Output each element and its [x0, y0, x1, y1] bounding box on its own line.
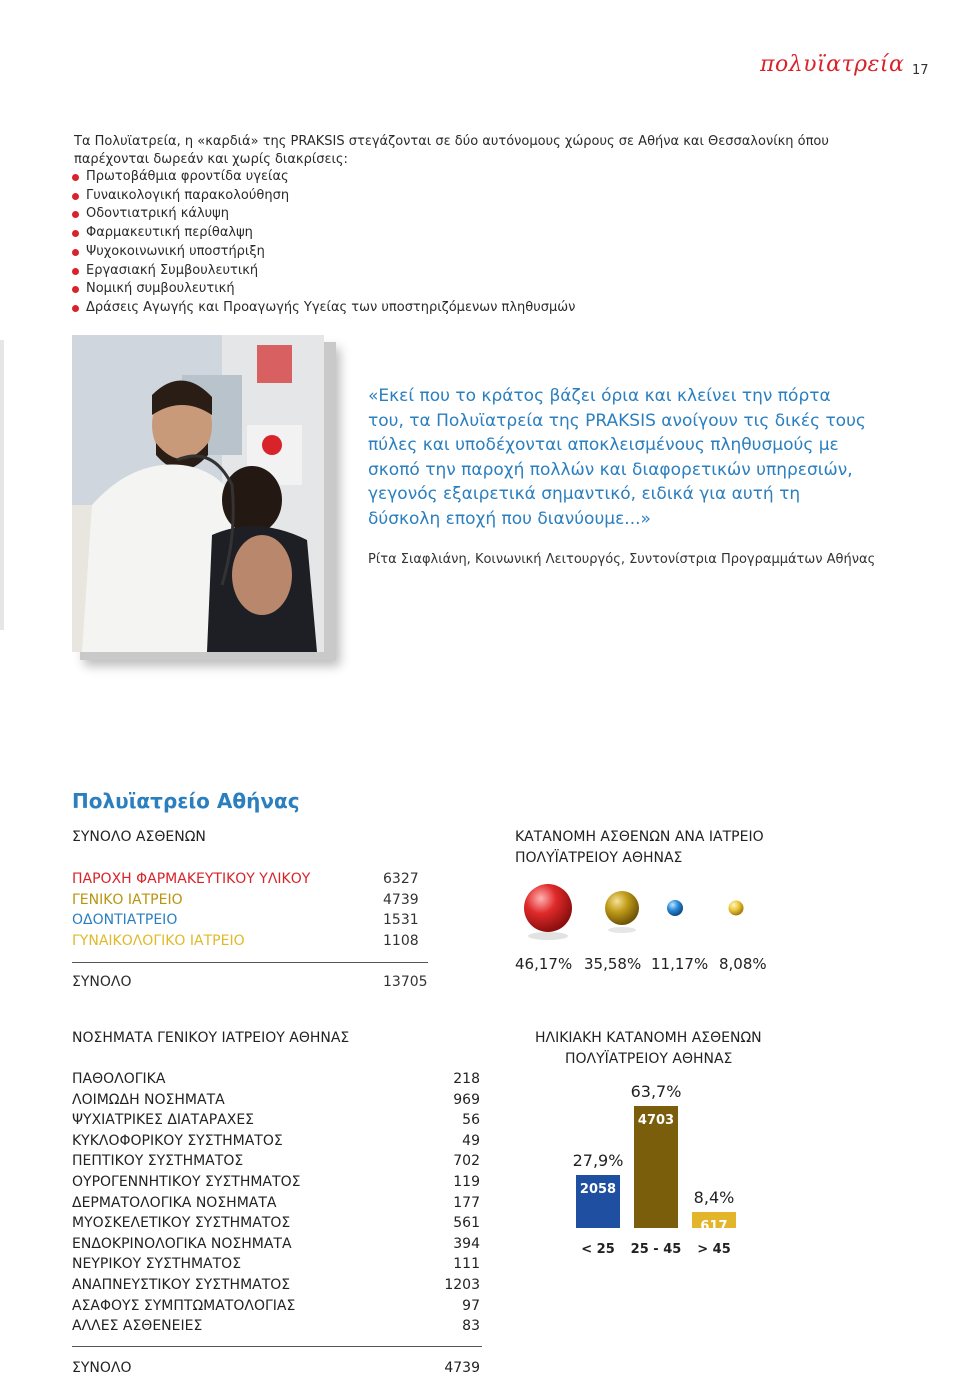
distribution-heading-line1: ΚΑΤΑΝΟΜΗ ΑΣΘΕΝΩΝ ΑΝΑ ΙΑΤΡΕΙΟ [515, 829, 764, 845]
disease-value: 119 [453, 1174, 480, 1190]
disease-value: 394 [453, 1235, 480, 1252]
disease-label: ΠΑΘΟΛΟΓΙΚΑ [72, 1071, 166, 1087]
age-heading-line2: ΠΟΛΥΪΑΤΡΕΙΟΥ ΑΘΗΝΑΣ [565, 1051, 733, 1067]
testimonial-quote: «Εκεί που το κράτος βάζει όρια και κλείνει την πόρτα του, τα Πολυϊατρεία της PRAKSIS ανοίγουν τις δικές τους πύλες και υποδέχονται αποκλεισμένους πληθυσμούς με σκοπό την παροχή πολλών και διαφορετικών υπηρεσιών, γεγονός εξαιρετικά σημαντικό, ειδικά για αυτή τη δύσκολη εποχή που διανύουμε...» [368, 386, 866, 529]
disease-value: 702 [453, 1153, 480, 1170]
brand-title: πολυϊατρεία [760, 52, 905, 77]
totals-row-label: ΓΥΝΑΙΚΟΛΟΓΙΚΟ ΙΑΤΡΕΙΟ [72, 933, 245, 949]
age-bar-value: 617 [700, 1219, 728, 1234]
disease-label: ΨΥΧΙΑΤΡΙΚΕΣ ΔΙΑΤΑΡΑΧΕΣ [72, 1112, 255, 1129]
totals-row-value: 1531 [383, 912, 419, 928]
table-row [72, 1298, 480, 1314]
services-list [72, 168, 575, 318]
table-row [72, 1092, 480, 1108]
table-row [72, 1277, 480, 1293]
doctor-examining-patient-illustration [72, 335, 324, 652]
totals-row-value: 1108 [383, 933, 419, 949]
disease-value: 561 [453, 1215, 480, 1232]
disease-label: ΟΥΡΟΓΕΝΝΗΤΙΚΟΥ ΣΥΣΤΗΜΑΤΟΣ [72, 1174, 301, 1190]
disease-label: ΔΕΡΜΑΤΟΛΟΓΙΚΑ ΝΟΣΗΜΑΤΑ [72, 1194, 277, 1211]
list-item: Πρωτοβάθμια φροντίδα υγείας [72, 168, 575, 187]
list-item: Ψυχοκοινωνική υποστήριξη [72, 243, 575, 262]
disease-label: ΜΥΟΣΚΕΛΕΤΙΚΟΥ ΣΥΣΤΗΜΑΤΟΣ [72, 1215, 291, 1232]
table-row [72, 1133, 480, 1149]
disease-value: 218 [453, 1071, 480, 1087]
totals-row-label: ΠΑΡΟΧΗ ΦΑΡΜΑΚΕΥΤΙΚΟΥ ΥΛΙΚΟΥ [72, 871, 311, 887]
list-item: Δράσεις Αγωγής και Προαγωγής Υγείας των υποστηριζόμενων πληθυσμών [72, 299, 575, 318]
page-number: 17 [912, 63, 929, 78]
disease-value: 97 [462, 1297, 480, 1314]
distribution-spheres [510, 878, 780, 948]
divider [72, 962, 428, 963]
disease-value: 969 [453, 1091, 480, 1108]
totals-row-label: ΟΔΟΝΤΙΑΤΡΕΙΟ [72, 912, 178, 928]
distribution-percent: 46,17% [515, 955, 573, 973]
disease-label: ΚΥΚΛΟΦΟΡΙΚΟΥ ΣΥΣΤΗΜΑΤΟΣ [72, 1132, 283, 1149]
age-bar-value: 2058 [579, 1182, 617, 1197]
age-category-label: 25 - 45 [630, 1242, 682, 1257]
table-row [72, 1195, 480, 1211]
doctor-photo [72, 335, 324, 652]
distribution-percent: 35,58% [584, 955, 642, 973]
diseases-total-label: ΣΥΝΟΛΟ [72, 1360, 132, 1376]
page-edge-decoration [0, 340, 4, 630]
table-row [72, 1236, 480, 1252]
sphere-yellow [729, 901, 744, 916]
table-row [72, 1174, 480, 1190]
disease-label: ΑΝΑΠΝΕΥΣΤΙΚΟΥ ΣΥΣΤΗΜΑΤΟΣ [72, 1277, 291, 1293]
table-row [72, 1112, 480, 1128]
age-heading-line1: ΗΛΙΚΙΑΚΗ ΚΑΤΑΝΟΜΗ ΑΣΘΕΝΩΝ [535, 1030, 762, 1046]
divider [72, 1346, 482, 1347]
diseases-total-row [72, 1360, 480, 1376]
sphere-blue [667, 900, 683, 916]
totals-total-value: 13705 [383, 974, 428, 990]
age-bar-percent: 63,7% [630, 1082, 682, 1101]
age-bar-value: 4703 [637, 1113, 675, 1128]
list-item: Γυναικολογική παρακολούθηση [72, 187, 575, 206]
disease-value: 83 [462, 1318, 480, 1335]
totals-heading: ΣΥΝΟΛΟ ΑΣΘΕΝΩΝ [72, 829, 206, 845]
diseases-heading: ΝΟΣΗΜΑΤΑ ΓΕΝΙΚΟΥ ΙΑΤΡΕΙΟΥ ΑΘΗΝΑΣ [72, 1030, 350, 1046]
age-bar-percent: 27,9% [572, 1151, 624, 1170]
distribution-percent: 11,17% [651, 955, 709, 973]
table-row [72, 1071, 480, 1087]
table-row [72, 1318, 480, 1334]
totals-row-label: ΓΕΝΙΚΟ ΙΑΤΡΕΙΟ [72, 892, 183, 908]
diseases-total-value: 4739 [444, 1360, 480, 1376]
totals-row-value: 6327 [383, 871, 419, 887]
table-row [72, 1256, 480, 1272]
disease-value: 49 [462, 1132, 480, 1149]
age-category-label: < 25 [581, 1242, 615, 1257]
list-item: Εργασιακή Συμβουλευτική [72, 262, 575, 281]
distribution-percent: 8,08% [719, 955, 767, 973]
disease-value: 1203 [444, 1277, 480, 1293]
distribution-heading-line2: ΠΟΛΥΪΑΤΡΕΙΟΥ ΑΘΗΝΑΣ [515, 850, 683, 866]
disease-value: 56 [462, 1112, 480, 1129]
sphere-gold [605, 891, 639, 925]
disease-label: ΑΣΑΦΟΥΣ ΣΥΜΠΤΩΜΑΤΟΛΟΓΙΑΣ [72, 1297, 296, 1314]
disease-label: ΛΟΙΜΩΔΗ ΝΟΣΗΜΑΤΑ [72, 1091, 225, 1108]
totals-total-label: ΣΥΝΟΛΟ [72, 974, 132, 990]
intro-text: Τα Πολυϊατρεία, η «καρδιά» της PRAKSIS στεγάζονται σε δύο αυτόνομους χώρους σε Αθήνα και Θεσσαλονίκη όπου παρέχονται δωρεάν και χωρίς διακρίσεις: [74, 134, 829, 167]
section-title: Πολυϊατρείο Αθήνας [72, 789, 300, 813]
disease-label: ΝΕΥΡΙΚΟΥ ΣΥΣΤΗΜΑΤΟΣ [72, 1256, 242, 1273]
age-category-label: > 45 [697, 1242, 731, 1257]
disease-label: ΑΛΛΕΣ ΑΣΘΕΝΕΙΕΣ [72, 1318, 203, 1335]
age-bar-percent: 8,4% [693, 1188, 735, 1207]
list-item: Οδοντιατρική κάλυψη [72, 205, 575, 224]
disease-value: 177 [453, 1194, 480, 1211]
totals-row-value: 4739 [383, 892, 419, 908]
list-item: Φαρμακευτική περίθαλψη [72, 224, 575, 243]
sphere-red [524, 884, 572, 932]
table-row [72, 1153, 480, 1169]
disease-label: ΕΝΔΟΚΡΙΝΟΛΟΓΙΚΑ ΝΟΣΗΜΑΤΑ [72, 1235, 292, 1252]
table-row [72, 1215, 480, 1231]
quote-author: Ρίτα Σιαφλιάνη, Κοινωνική Λειτουργός, Συντονίστρια Προγραμμάτων Αθήνας [368, 552, 876, 567]
disease-label: ΠΕΠΤΙΚΟΥ ΣΥΣΤΗΜΑΤΟΣ [72, 1153, 244, 1170]
disease-value: 111 [453, 1256, 480, 1273]
list-item: Νομική συμβουλευτική [72, 280, 575, 299]
